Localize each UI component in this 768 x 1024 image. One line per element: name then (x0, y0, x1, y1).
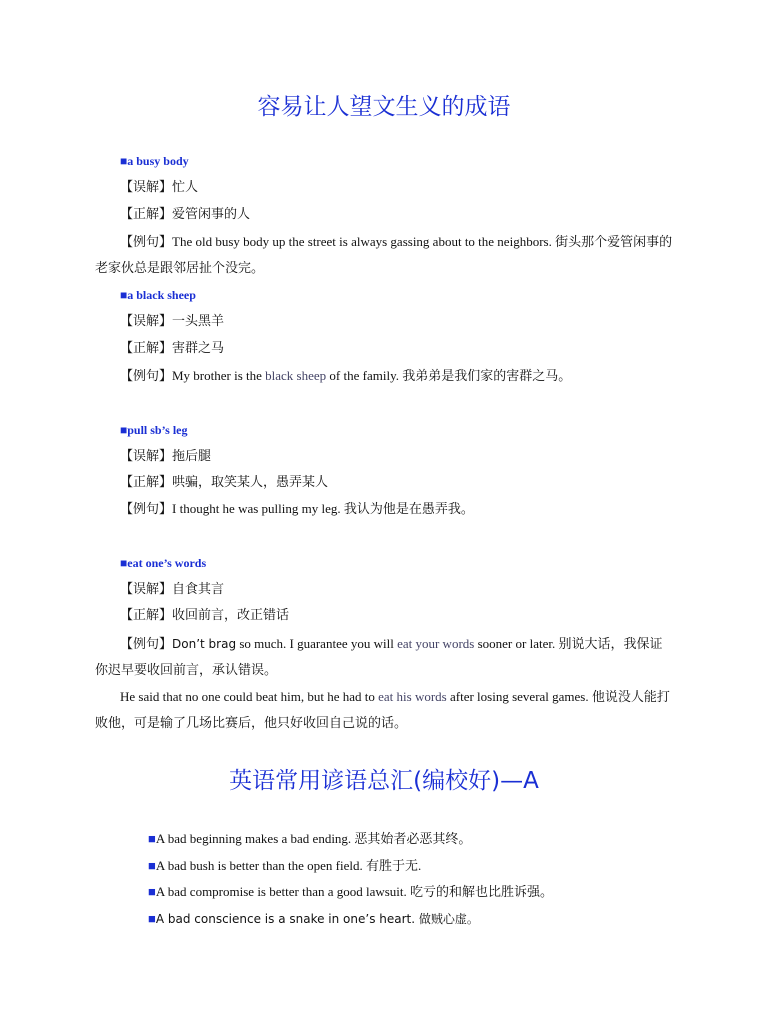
example-sentence: 【例句】My brother is the black sheep of the family. 我弟弟是我们家的害群之马。 (120, 368, 572, 383)
example-sentence: 【例句】I thought he was pulling my leg. 我认为他是在愚弄我。 (120, 501, 474, 516)
proverb-item: ■A bad bush is better than the open field. 有胜于无. (148, 858, 422, 873)
right-meaning: 【正解】害群之马 (120, 340, 225, 355)
wrong-meaning: 【误解】自食其言 (120, 581, 225, 596)
right-meaning: 【正解】收回前言，改正错话 (120, 607, 290, 622)
proverb-item: ■A bad beginning makes a bad ending. 恶其始者必恶其终。 (148, 831, 472, 846)
example-sentence: 【例句】The old busy body up the street is always gassing about to the neighbors. 街头那个爱管闲事的老家伙总是跟邻居扯个没完。 (95, 234, 673, 275)
bullet-square-icon: ■ (120, 154, 128, 168)
proverb-item: ■A bad conscience is a snake in one’s heart. 做贼心虚。 (148, 911, 479, 926)
entry-heading: ■a black sheep (120, 288, 196, 302)
bullet-square-icon: ■ (148, 831, 156, 846)
section1-title: 容易让人望文生义的成语 (257, 94, 511, 120)
proverb-item: ■A bad compromise is better than a good lawsuit. 吃亏的和解也比胜诉强。 (148, 884, 554, 899)
bullet-square-icon: ■ (120, 288, 128, 302)
entry-heading: ■pull sb’s leg (120, 423, 188, 437)
wrong-meaning: 【误解】忙人 (120, 179, 199, 194)
entry-heading: ■a busy body (120, 154, 189, 168)
wrong-meaning: 【误解】拖后腿 (120, 448, 212, 463)
bullet-square-icon: ■ (148, 884, 156, 899)
bullet-square-icon: ■ (120, 423, 128, 437)
bullet-square-icon: ■ (148, 858, 156, 873)
bullet-square-icon: ■ (120, 556, 128, 570)
entry-heading: ■eat one’s words (120, 556, 207, 570)
wrong-meaning: 【误解】一头黑羊 (120, 313, 225, 328)
right-meaning: 【正解】哄骗，取笑某人，愚弄某人 (120, 474, 329, 489)
section2-title: 英语常用谚语总汇(编校好)—A (229, 768, 539, 794)
example-sentence: 【例句】Don’t brag so much. I guarantee you will eat your words sooner or later. 别说大话，我保证你迟早要收回前言，承认错误。 (95, 636, 663, 677)
right-meaning: 【正解】爱管闲事的人 (120, 206, 251, 221)
bullet-square-icon: ■ (148, 911, 156, 926)
extra-example: He said that no one could beat him, but he had to eat his words after losing several games. 他说没人能打败他，可是输了几场比赛后，他只好收回自己说的话。 (95, 689, 670, 730)
